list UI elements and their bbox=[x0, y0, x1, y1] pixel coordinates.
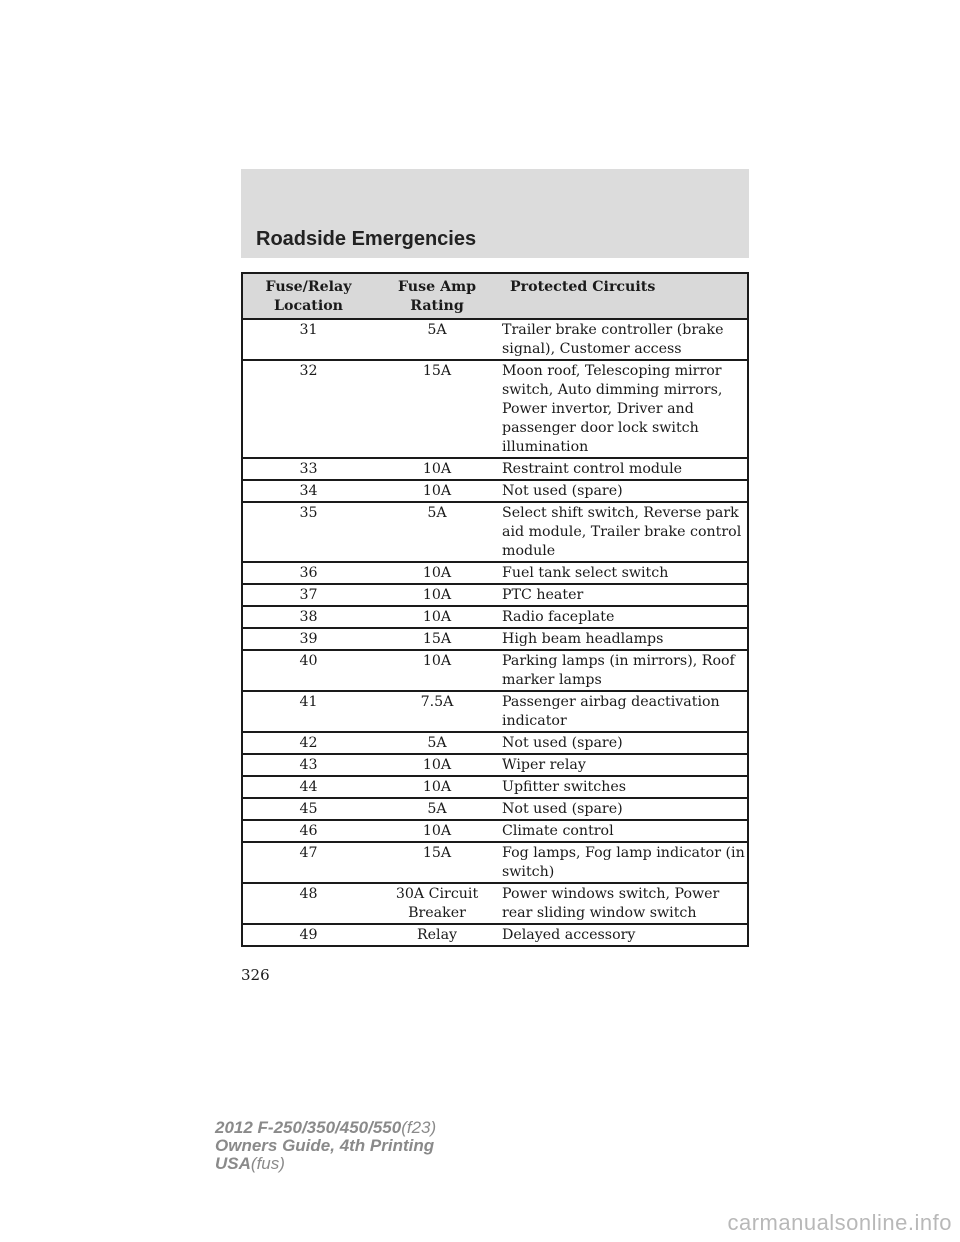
cell-circuits: Trailer brake controller (brake signal), Customer access bbox=[500, 319, 748, 360]
table-row bbox=[242, 732, 748, 754]
cell-location: 35 bbox=[242, 502, 374, 562]
fuse-table-body bbox=[242, 319, 748, 946]
cell-location: 49 bbox=[242, 924, 374, 946]
cell-location: 33 bbox=[242, 458, 374, 480]
cell-location: 34 bbox=[242, 480, 374, 502]
cell-location: 38 bbox=[242, 606, 374, 628]
cell-circuits: Not used (spare) bbox=[500, 798, 748, 820]
cell-circuits: PTC heater bbox=[500, 584, 748, 606]
cell-location: 40 bbox=[242, 650, 374, 691]
section-title: Roadside Emergencies bbox=[256, 228, 477, 250]
cell-circuits: Not used (spare) bbox=[500, 732, 748, 754]
table-row bbox=[242, 319, 748, 360]
table-row bbox=[242, 842, 748, 883]
footer-model-code: (f23) bbox=[401, 1118, 437, 1137]
table-row bbox=[242, 360, 748, 458]
cell-location: 32 bbox=[242, 360, 374, 458]
table-row bbox=[242, 754, 748, 776]
cell-rating: 30A Circuit Breaker bbox=[374, 883, 500, 924]
cell-rating: 15A bbox=[374, 842, 500, 883]
footer-region: USA bbox=[215, 1154, 251, 1173]
cell-circuits: Fog lamps, Fog lamp indicator (in switch) bbox=[500, 842, 748, 883]
cell-rating: 10A bbox=[374, 480, 500, 502]
cell-rating: 10A bbox=[374, 458, 500, 480]
footer-imprint bbox=[215, 1119, 436, 1173]
footer-guide: Owners Guide, 4th Printing bbox=[215, 1136, 435, 1155]
fuse-table bbox=[241, 272, 749, 947]
cell-location: 31 bbox=[242, 319, 374, 360]
cell-location: 44 bbox=[242, 776, 374, 798]
cell-circuits: Wiper relay bbox=[500, 754, 748, 776]
footer-region-code: (fus) bbox=[250, 1154, 285, 1173]
cell-circuits: Moon roof, Telescoping mirror switch, Auto dimming mirrors, Power invertor, Driver and passenger door lock switch illumination bbox=[500, 360, 748, 458]
cell-location: 47 bbox=[242, 842, 374, 883]
cell-rating: 10A bbox=[374, 562, 500, 584]
table-row bbox=[242, 584, 748, 606]
cell-circuits: High beam headlamps bbox=[500, 628, 748, 650]
column-header-rating: Fuse Amp Rating bbox=[374, 273, 500, 319]
cell-circuits: Power windows switch, Power rear sliding window switch bbox=[500, 883, 748, 924]
footer-model: 2012 F-250/350/450/550 bbox=[215, 1118, 402, 1137]
cell-circuits: Parking lamps (in mirrors), Roof marker lamps bbox=[500, 650, 748, 691]
cell-rating: 10A bbox=[374, 584, 500, 606]
cell-location: 36 bbox=[242, 562, 374, 584]
cell-rating: 7.5A bbox=[374, 691, 500, 732]
cell-location: 45 bbox=[242, 798, 374, 820]
cell-location: 43 bbox=[242, 754, 374, 776]
cell-location: 37 bbox=[242, 584, 374, 606]
table-row bbox=[242, 798, 748, 820]
cell-rating: 10A bbox=[374, 606, 500, 628]
cell-rating: 10A bbox=[374, 754, 500, 776]
cell-circuits: Restraint control module bbox=[500, 458, 748, 480]
table-row bbox=[242, 924, 748, 946]
column-header-location: Fuse/Relay Location bbox=[242, 273, 374, 319]
cell-rating: 10A bbox=[374, 820, 500, 842]
table-row bbox=[242, 562, 748, 584]
table-row bbox=[242, 883, 748, 924]
cell-circuits: Select shift switch, Reverse park aid module, Trailer brake control module bbox=[500, 502, 748, 562]
cell-rating: 10A bbox=[374, 650, 500, 691]
cell-rating: 5A bbox=[374, 319, 500, 360]
watermark: carmanualsonline.info bbox=[727, 1210, 952, 1235]
table-header-row bbox=[242, 273, 748, 319]
section-header-banner bbox=[241, 169, 749, 258]
cell-rating: 5A bbox=[374, 732, 500, 754]
cell-location: 46 bbox=[242, 820, 374, 842]
cell-rating: 5A bbox=[374, 798, 500, 820]
table-row bbox=[242, 691, 748, 732]
cell-location: 41 bbox=[242, 691, 374, 732]
table-row bbox=[242, 502, 748, 562]
cell-circuits: Delayed accessory bbox=[500, 924, 748, 946]
cell-rating: 15A bbox=[374, 360, 500, 458]
cell-circuits: Not used (spare) bbox=[500, 480, 748, 502]
table-row bbox=[242, 820, 748, 842]
cell-circuits: Upfitter switches bbox=[500, 776, 748, 798]
table-row bbox=[242, 480, 748, 502]
cell-location: 42 bbox=[242, 732, 374, 754]
table-row bbox=[242, 628, 748, 650]
cell-rating: 15A bbox=[374, 628, 500, 650]
table-row bbox=[242, 458, 748, 480]
cell-circuits: Radio faceplate bbox=[500, 606, 748, 628]
cell-rating: Relay bbox=[374, 924, 500, 946]
cell-location: 48 bbox=[242, 883, 374, 924]
cell-rating: 10A bbox=[374, 776, 500, 798]
cell-circuits: Passenger airbag deactivation indicator bbox=[500, 691, 748, 732]
table-row bbox=[242, 606, 748, 628]
cell-rating: 5A bbox=[374, 502, 500, 562]
page-number: 326 bbox=[241, 966, 270, 984]
cell-location: 39 bbox=[242, 628, 374, 650]
column-header-circuits: Protected Circuits bbox=[500, 273, 748, 319]
table-row bbox=[242, 650, 748, 691]
table-row bbox=[242, 776, 748, 798]
cell-circuits: Fuel tank select switch bbox=[500, 562, 748, 584]
cell-circuits: Climate control bbox=[500, 820, 748, 842]
